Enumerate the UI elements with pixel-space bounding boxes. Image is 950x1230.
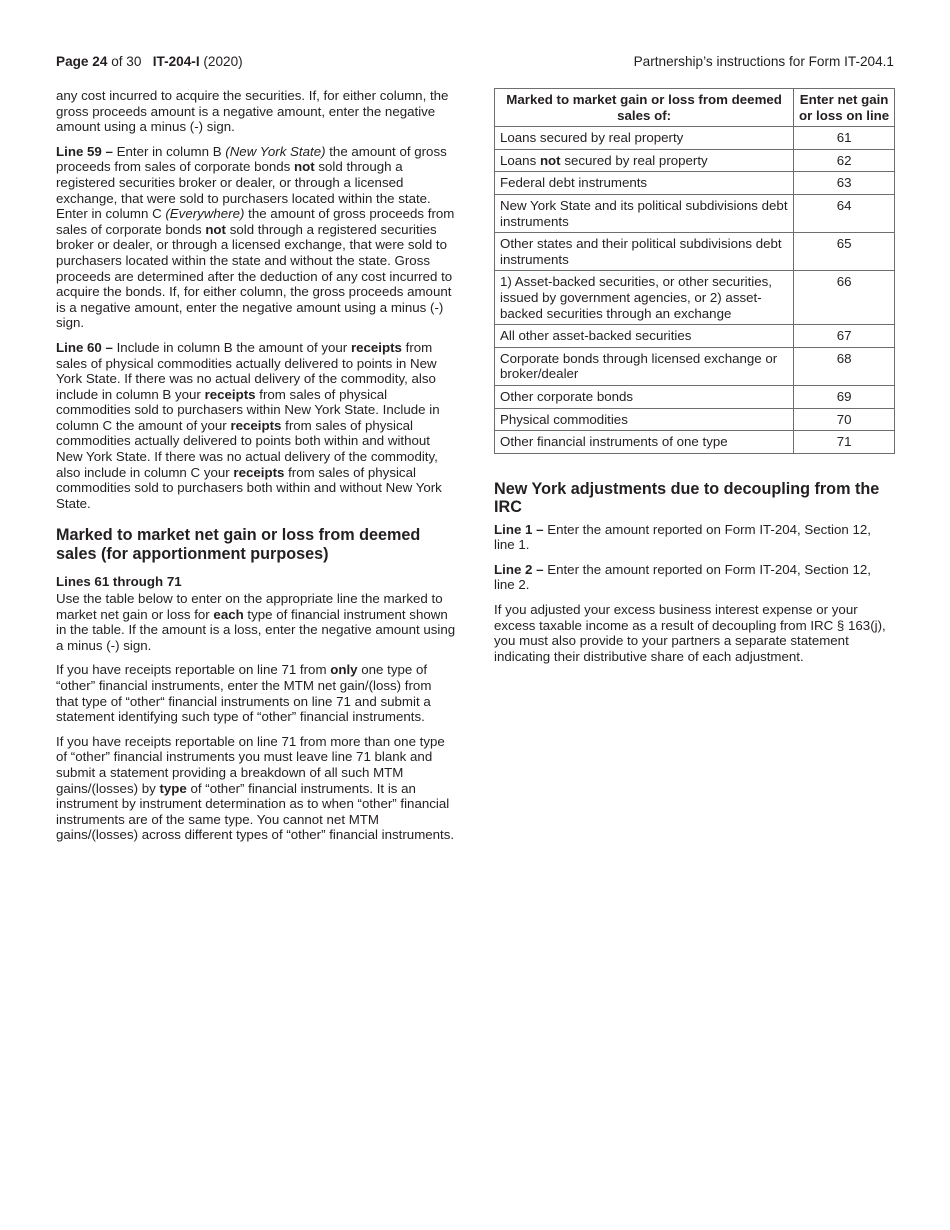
row-line-number: 64 (794, 194, 895, 232)
table-row (495, 149, 895, 172)
text-run: (Everywhere) (165, 206, 245, 222)
text-run: only (330, 662, 358, 678)
text-run: Enter the amount reported on Form IT-204, Section 12, line 1. (494, 521, 871, 553)
table-row (495, 172, 895, 195)
row-description: Loans secured by real property (495, 127, 794, 150)
text-run: receipts (350, 339, 402, 355)
table-row (495, 431, 895, 454)
text-run: each (213, 606, 244, 622)
text-run: (New York State) (225, 143, 326, 159)
text-run: Enter in column B (112, 143, 226, 159)
row-line-number: 70 (794, 408, 895, 431)
row-line-number: 71 (794, 431, 895, 454)
text-run: receipts (230, 417, 282, 433)
row-description: Federal debt instruments (495, 172, 794, 195)
line-2-paragraph (494, 562, 895, 593)
text-run: not (539, 152, 561, 168)
page-header-right: Partnership’s instructions for Form IT-204.1 (633, 54, 894, 69)
row-description: All other asset-backed securities (495, 325, 794, 348)
text-run: of “other” financial instruments. It is an instrument by instrument determination as to when “other” financial instruments are of the same type. You cannot net MTM gains/(losses) across different types of “other” financial instruments. (56, 780, 455, 843)
page-total: of 30 (111, 54, 142, 69)
text-run: type of financial instrument shown in the table. If the amount is a loss, enter the negative amount using a minus (-) sign. (56, 606, 456, 653)
table-header-row (495, 89, 895, 127)
text-run: one type of “other” financial instruments, enter the MTM net gain/(loss) from that type of “other“ financial instruments on line 71 and submit a statement identifying such type of “other” financial instruments. (56, 662, 432, 725)
row-description: Other corporate bonds (495, 385, 794, 408)
text-run: not (205, 221, 226, 237)
text-run: secured by real property (560, 152, 708, 168)
text-run: sold through a registered securities broker or dealer, or through a licensed exchange, that were sold to purchasers located within the state and without the state. Gross proceeds are determined after the deduction of any cost incurred to acquire the bonds. If, for either column, the gross proceeds amount is a negative amount, enter the negative amount using a minus (-) sign. (56, 221, 453, 331)
text-run: If you have receipts reportable on line 71 from (56, 662, 331, 678)
page-word: Page (56, 54, 89, 69)
text-run: Loans (500, 152, 540, 168)
text-run: not (294, 159, 315, 175)
row-description: New York State and its political subdivisions debt instruments (495, 194, 794, 232)
table-instructions-paragraph (56, 591, 456, 653)
table-row (495, 408, 895, 431)
text-run: receipts (204, 386, 256, 402)
text-run: Include in column B the amount of your (112, 339, 351, 355)
row-description: Other states and their political subdivisions debt instruments (495, 233, 794, 271)
line-1-label: Line 1 – (494, 521, 544, 537)
line-59-label: Line 59 – (56, 143, 113, 159)
text-run: If you have receipts reportable on line 71 from more than one type of “other” financial instruments you must leave line 71 blank and submit a statement providing a breakdown of all such MTM gains/(losses) by (56, 733, 445, 796)
intro-paragraph: any cost incurred to acquire the securities. If, for either column, the gross proceeds amount is a negative amount, enter the negative amount using a minus (-) sign. (56, 88, 449, 135)
text-run: from sales of physical commodities actually delivered to points in New York State. If there was no actual delivery of the commodity, also include in column B your (56, 339, 437, 402)
table-row (495, 325, 895, 348)
page-number: 24 (92, 54, 108, 69)
text-run: from sales of physical commodities sold to purchasers both within and without New York State. (56, 464, 442, 511)
line-2-label: Line 2 – (494, 561, 544, 577)
row-description: Other financial instruments of one type (495, 431, 794, 454)
page-header-left (56, 54, 243, 70)
only-one-type-paragraph (56, 662, 456, 724)
table-row (495, 233, 895, 271)
ny-adjustments-heading: New York adjustments due to decoupling from the IRC (494, 479, 880, 517)
line-1-paragraph (494, 522, 895, 553)
row-line-number: 66 (794, 271, 895, 325)
text-run: type (159, 780, 187, 796)
row-line-number: 69 (794, 385, 895, 408)
mtm-lines-table (494, 88, 895, 454)
table-row (495, 194, 895, 232)
table-row (495, 127, 895, 150)
row-description: Physical commodities (495, 408, 794, 431)
text-run: the amount of gross proceeds from sales of corporate bonds (56, 206, 455, 237)
row-description: 1) Asset-backed securities, or other securities, issued by government agencies, or 2) asset-backed securities through an exchange (495, 271, 794, 325)
table-row (495, 385, 895, 408)
table-row (495, 271, 895, 325)
text-run: Use the table below to enter on the appropriate line the marked to market net gain or loss for (56, 591, 443, 622)
irc-163j-paragraph: If you adjusted your excess business interest expense or your excess taxable income as a result of decoupling from IRC § 163(j), you must also provide to your partners a separate statement indicating their distributive share of each adjustment. (494, 602, 886, 664)
form-year: (2020) (203, 54, 243, 69)
row-description (495, 149, 794, 172)
table-header-line: Enter net gain or loss on line (794, 89, 895, 127)
text-run: Enter the amount reported on Form IT-204, Section 12, line 2. (494, 561, 871, 593)
table-row (495, 347, 895, 385)
text-run: the amount of gross proceeds from sales of corporate bonds (56, 143, 447, 175)
row-line-number: 62 (794, 149, 895, 172)
form-id: IT-204-I (152, 54, 200, 69)
left-column (56, 88, 456, 852)
line-59-paragraph (56, 144, 456, 331)
text-run: from sales of physical commodities sold to purchasers within New York State. Include in column C the amount of your (56, 386, 440, 433)
row-line-number: 61 (794, 127, 895, 150)
lines-61-71-heading: Lines 61 through 71 (56, 574, 182, 590)
row-line-number: 65 (794, 233, 895, 271)
row-line-number: 68 (794, 347, 895, 385)
row-line-number: 63 (794, 172, 895, 195)
mtm-section-heading: Marked to market net gain or loss from deemed sales (for apportionment purposes) (56, 526, 421, 563)
row-line-number: 67 (794, 325, 895, 348)
text-run: sold through a registered securities broker or dealer, or through a licensed exchange, that were sold to purchasers located within the state. Enter in column C (56, 159, 431, 222)
line-60-label: Line 60 – (56, 339, 113, 355)
text-run: from sales of physical commodities actually delivered to points both within and without New York State. If there was no actual delivery of the commodity, also include in column C your (56, 417, 438, 480)
table-header-description: Marked to market gain or loss from deemed sales of: (495, 89, 794, 127)
more-than-one-type-paragraph (56, 734, 456, 843)
row-description: Corporate bonds through licensed exchange or broker/dealer (495, 347, 794, 385)
line-60-paragraph (56, 340, 456, 512)
text-run: receipts (233, 464, 285, 480)
right-column (494, 88, 895, 673)
